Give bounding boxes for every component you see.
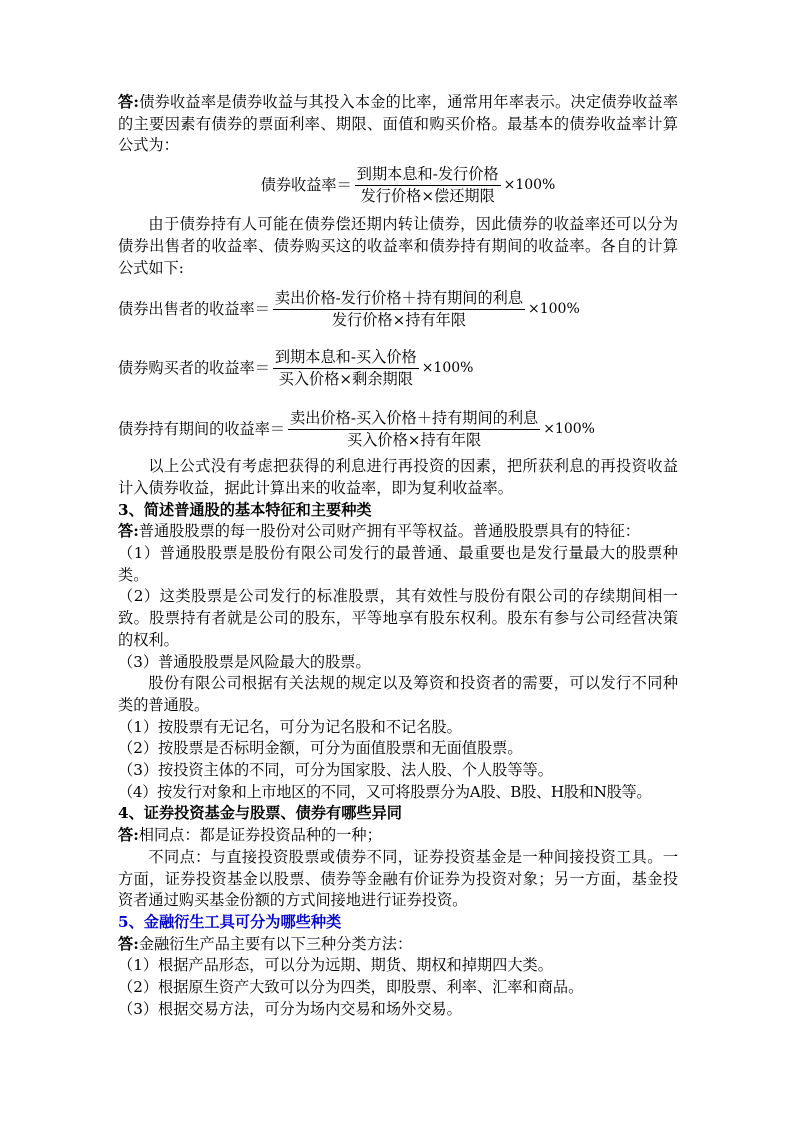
- list-item: （2）根据原生资产大致可以分为四类，即股票、利率、汇率和商品。: [118, 978, 584, 997]
- formula-denominator: 买入价格×剩余期限: [278, 370, 413, 389]
- formula-multiplier: ×100%: [543, 420, 595, 437]
- list-item: （2）按股票是否标明金额，可分为面值股票和无面值股票。: [118, 739, 523, 758]
- section5-answer: 答:金融衍生产品主要有以下三种分类方法：: [118, 934, 413, 953]
- formula-lhs: 债券出售者的收益率＝: [118, 299, 270, 318]
- formula-fraction: [273, 289, 525, 330]
- list-item: （1）根据产品形态，可以分为远期、期货、期权和掉期四大类。: [118, 956, 553, 975]
- formula-denominator: 买入价格×持有年限: [347, 431, 482, 450]
- section5-heading: 5、金融衍生工具可分为哪些种类: [118, 912, 342, 931]
- compound-paragraph: 以上公式没有考虑把获得的利息进行再投资的因素，把所获利息的再投资收益计入债券收益，据此计算出来的收益率，即为复利收益率。: [118, 457, 678, 497]
- section3-paragraph: 股份有限公司根据有关法规的规定以及筹资和投资者的需要，可以发行不同种类的普通股。: [118, 674, 678, 714]
- document-page: [118, 92, 678, 1021]
- section4-paragraph: 不同点：与直接投资股票或债券不同，证券投资基金是一种间接投资工具。一方面，证券投资基金以股票、债券等金融有价证券为投资对象；另一方面，基金投资者通过购买基金份额的方式间接地进行证券投资。: [118, 847, 678, 910]
- section4-heading: 4、证券投资基金与股票、债券有哪些异同: [118, 804, 402, 823]
- answer-label: 答:: [118, 826, 139, 845]
- list-item: （1）普通股股票是股份有限公司发行的最普通、最重要也是发行量最大的股票种类。: [118, 544, 678, 584]
- list-item: （1）按股票有无记名，可分为记名股和不记名股。: [118, 717, 462, 736]
- formula-multiplier: ×100%: [421, 359, 474, 376]
- formula-bond-yield: [118, 165, 678, 206]
- formula-lhs: 债券购买者的收益率＝: [118, 358, 270, 377]
- formula-numerator: 卖出价格-发行价格＋持有期间的利息: [273, 289, 525, 310]
- section3-heading: 3、简述普通股的基本特征和主要种类: [118, 500, 372, 519]
- formula-multiplier: ×100%: [503, 176, 556, 193]
- list-item: （4）按发行对象和上市地区的不同，又可将股票分为A股、B股、H股和N股等。: [118, 782, 652, 801]
- formula-fraction: [355, 165, 501, 206]
- formula-fraction: [273, 348, 419, 389]
- formula-fraction: [288, 409, 540, 450]
- section4-answer: 答:相同点：都是证券投资品种的一种；: [118, 826, 382, 845]
- formula-lhs: 债券持有期间的收益率＝: [118, 419, 286, 438]
- formula-numerator: 到期本息和-发行价格: [355, 165, 501, 186]
- answer-label: 答:: [118, 934, 139, 953]
- formula-denominator: 发行价格×偿还期限: [360, 187, 495, 206]
- formula-numerator: 到期本息和-买入价格: [273, 348, 419, 369]
- formula-seller-yield: [118, 289, 678, 330]
- formula-holding-yield: [118, 409, 678, 450]
- list-item: （3）按投资主体的不同，可分为国家股、法人股、个人股等等。: [118, 761, 553, 780]
- list-item: （2）这类股票是公司发行的标准股票，其有效性与股份有限公司的存续期间相一致。股票持有者就是公司的股东，平等地享有股东权利。股东有参与公司经营决策的权利。: [118, 587, 678, 649]
- answer-label: 答:: [118, 93, 140, 111]
- list-item: （3）根据交易方法，可分为场内交易和场外交易。: [118, 999, 462, 1018]
- intro-paragraph: [118, 92, 678, 157]
- formula-lhs: 债券收益率＝: [260, 175, 352, 194]
- formula-buyer-yield: [118, 348, 678, 389]
- answer-label: 答:: [118, 522, 139, 541]
- intro-text: 债券收益率是债券收益与其投入本金的比率，通常用年率表示。决定债券收益率的主要因素有债券的票面利率、期限、面值和购买价格。最基本的债券收益率计算公式为：: [118, 93, 679, 155]
- list-item: （3）普通股股票是风险最大的股票。: [118, 652, 371, 671]
- formula-multiplier: ×100%: [528, 300, 580, 317]
- formula-denominator: 发行价格×持有年限: [331, 311, 467, 330]
- section3-answer: 答:普通股股票的每一股份对公司财产拥有平等权益。普通股股票具有的特征：: [118, 522, 640, 541]
- formula-numerator: 卖出价格-买入价格＋持有期间的利息: [288, 409, 540, 430]
- transfer-paragraph: 由于债券持有人可能在债券偿还期内转让债券，因此债券的收益率还可以分为债券出售者的收益率、债券购买这的收益率和债券持有期间的收益率。各自的计算公式如下:: [118, 215, 678, 277]
